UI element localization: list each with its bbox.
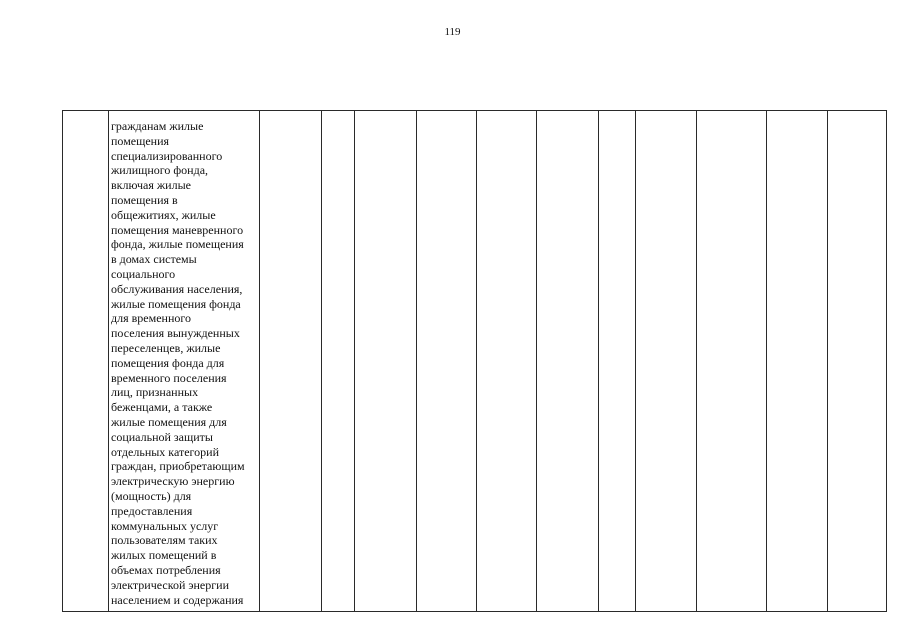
tariff-table [62,110,887,612]
table-cell [636,111,697,612]
table-cell [828,111,887,612]
table-cell [697,111,767,612]
table-cell [322,111,355,612]
table-cell [355,111,417,612]
table-cell [767,111,828,612]
table-cell [477,111,537,612]
description-cell: гражданам жилые помещения специализированного жилищного фонда, включая жилые помещения в общежитиях, жилые помещения маневренного фонда, жилые помещения в домах системы социального обслуживания населения, жилые помещения фонда для временного поселения вынужденных переселенцев, жилые помещения фонда для временного поселения лиц, признанных беженцами, а также жилые помещения для социальной защиты отдельных категорий граждан, приобретающим электрическую энергию (мощность) для предоставления коммунальных услуг пользователям таких жилых помещений в объемах потребления электрической энергии населением и содержания [109,111,260,612]
row-number-cell [63,111,109,612]
table-row [63,111,887,612]
table-cell [417,111,477,612]
page-number: 119 [444,26,461,38]
table-cell [260,111,322,612]
table-cell [537,111,599,612]
table-cell [599,111,636,612]
